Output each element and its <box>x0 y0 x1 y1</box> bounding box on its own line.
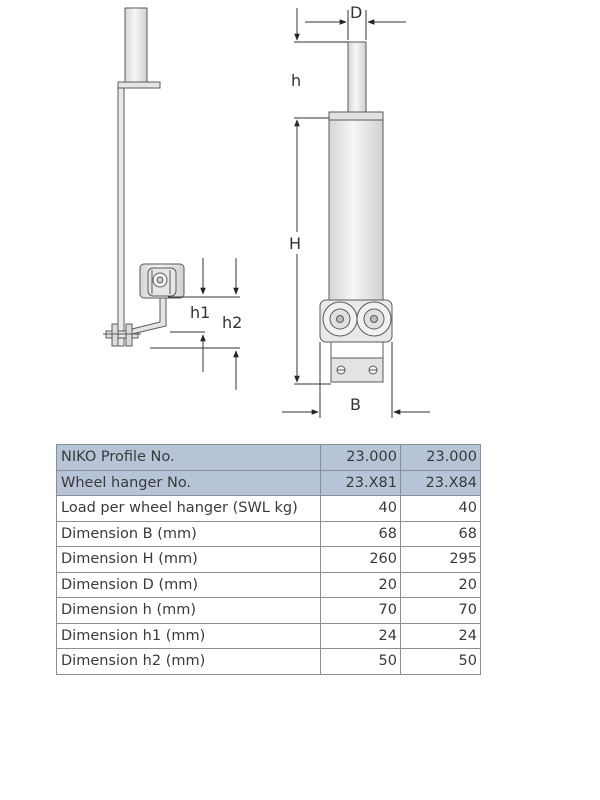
dim-label-D: D <box>350 3 363 22</box>
dim-label-H: H <box>289 234 302 253</box>
table-cell-value: 24 <box>401 623 481 649</box>
table-row <box>57 572 481 598</box>
side-arm <box>132 298 166 334</box>
table-cell-value: 68 <box>401 521 481 547</box>
table-cell-label: Dimension H (mm) <box>57 547 321 573</box>
table-row <box>57 598 481 624</box>
table-cell-value: 68 <box>321 521 401 547</box>
table-cell-label: Load per wheel hanger (SWL kg) <box>57 496 321 522</box>
side-view <box>103 8 184 346</box>
table-cell-label: Dimension h1 (mm) <box>57 623 321 649</box>
table-cell-value: 23.000 <box>401 445 481 471</box>
dim-label-h: h <box>291 71 302 90</box>
dim-label-B: B <box>350 395 361 414</box>
table-cell-value: 70 <box>321 598 401 624</box>
table-cell-value: 40 <box>401 496 481 522</box>
front-rod <box>348 42 366 112</box>
table-cell-value: 70 <box>401 598 481 624</box>
table-cell-label: Dimension h2 (mm) <box>57 649 321 675</box>
side-top-bracket <box>118 82 160 88</box>
table-cell-value: 23.000 <box>321 445 401 471</box>
front-collar <box>329 112 383 120</box>
table-cell-label: NIKO Profile No. <box>57 445 321 471</box>
table-cell-value: 50 <box>321 649 401 675</box>
front-body <box>329 120 383 304</box>
table-cell-value: 20 <box>401 572 481 598</box>
side-rod <box>125 8 147 82</box>
dim-label-h2: h2 <box>222 313 243 332</box>
table-cell-value: 50 <box>401 649 481 675</box>
table-row <box>57 623 481 649</box>
table-header-row <box>57 445 481 471</box>
side-strip <box>118 88 124 346</box>
specification-table <box>56 444 481 675</box>
side-wheel-carriage <box>140 264 184 298</box>
front-wheels <box>320 300 392 342</box>
front-view <box>320 42 392 382</box>
table-cell-value: 260 <box>321 547 401 573</box>
table-cell-label: Wheel hanger No. <box>57 470 321 496</box>
table-cell-label: Dimension D (mm) <box>57 572 321 598</box>
table-cell-value: 23.X84 <box>401 470 481 496</box>
table-cell-label: Dimension B (mm) <box>57 521 321 547</box>
table-cell-label: Dimension h (mm) <box>57 598 321 624</box>
table-row <box>57 496 481 522</box>
table-row <box>57 521 481 547</box>
table-header-row <box>57 470 481 496</box>
table-cell-value: 23.X81 <box>321 470 401 496</box>
table-cell-value: 40 <box>321 496 401 522</box>
table-row <box>57 547 481 573</box>
table-row <box>57 649 481 675</box>
dim-label-h1: h1 <box>190 303 211 322</box>
table-cell-value: 20 <box>321 572 401 598</box>
table-cell-value: 295 <box>401 547 481 573</box>
table-cell-value: 24 <box>321 623 401 649</box>
